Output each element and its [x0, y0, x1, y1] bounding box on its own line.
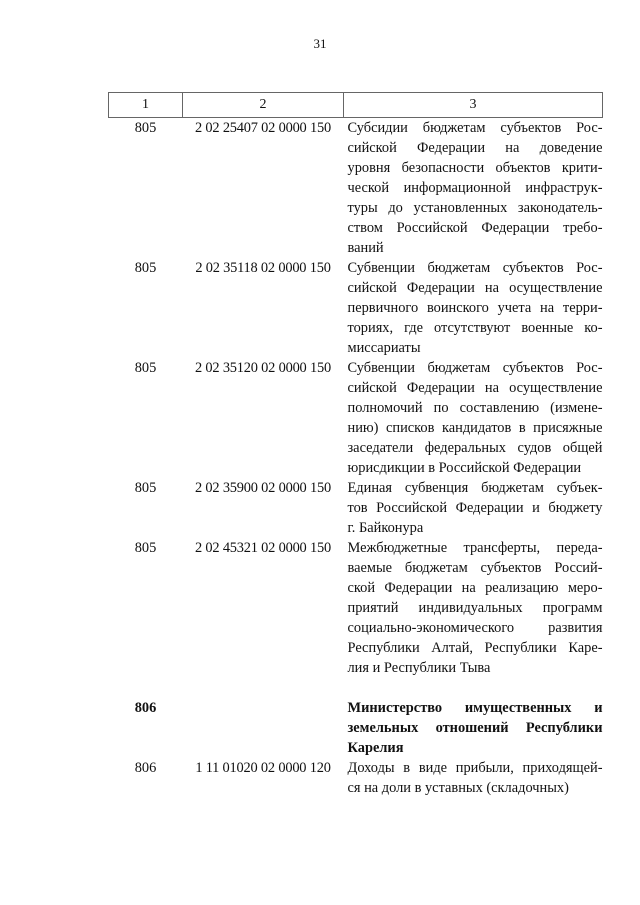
spacer-row [109, 678, 603, 698]
column-header-1: 1 [109, 93, 183, 118]
revenue-description [344, 358, 603, 478]
description-line: ческой информационной инфраструк- [347, 180, 603, 196]
budget-classification-code: 1 11 01020 02 0000 120 [195, 760, 331, 776]
description-line: Карелия [347, 740, 404, 756]
revenue-description [344, 258, 603, 358]
description-line: Доходы в виде прибыли, приходящей- [347, 760, 603, 776]
description-line: ся на доли в уставных (складочных) [347, 780, 569, 796]
table-row [109, 698, 603, 758]
administrator-code: 806 [134, 700, 157, 716]
budget-classification-code: 2 02 35900 02 0000 150 [195, 480, 331, 496]
description-line: юрисдикции в Российской Федерации [347, 460, 582, 476]
description-line: ваний [347, 240, 384, 256]
table-row [109, 118, 603, 259]
table-row [109, 538, 603, 678]
description-line: Субвенции бюджетам субъектов Рос- [347, 260, 603, 276]
description-line: сийской Федерации на осуществление [347, 280, 603, 296]
description-line: ской Федерации на реализацию меро- [347, 580, 603, 596]
revenue-description [344, 758, 603, 798]
column-header-2: 2 [183, 93, 344, 118]
revenue-description [344, 118, 603, 259]
budget-classification-code: 2 02 45321 02 0000 150 [195, 540, 331, 556]
administrator-code: 805 [134, 540, 157, 556]
budget-classification-code [183, 698, 344, 758]
description-line: Республики Алтай, Республики Каре- [347, 640, 603, 656]
description-line: г. Байконура [347, 520, 424, 536]
table-header-row [109, 93, 603, 118]
revenue-description [344, 698, 603, 758]
description-line: заседатели федеральных судов общей [347, 440, 603, 456]
column-header-3: 3 [344, 93, 603, 118]
description-line: полномочий по составлению (измене- [347, 400, 603, 416]
revenue-codes-table [108, 92, 603, 798]
description-line: ваемые бюджетам субъектов Россий- [347, 560, 603, 576]
administrator-code: 805 [134, 120, 157, 136]
administrator-code: 805 [134, 260, 157, 276]
description-line: миссариаты [347, 340, 421, 356]
budget-classification-code: 2 02 25407 02 0000 150 [195, 120, 331, 136]
description-line: Министерство имущественных и [347, 700, 603, 716]
table-row [109, 478, 603, 538]
description-line: сийской Федерации на осуществление [347, 380, 603, 396]
description-line: Единая субвенция бюджетам субъек- [347, 480, 603, 496]
description-line: Субсидии бюджетам субъектов Рос- [347, 120, 603, 136]
description-line: лия и Республики Тыва [347, 660, 491, 676]
description-line: социально-экономического развития [347, 620, 603, 636]
description-line: ториях, где отсутствуют военные ко- [347, 320, 603, 336]
description-line: нию) списков кандидатов в присяжные [347, 420, 603, 436]
table-row [109, 758, 603, 798]
table-body [109, 118, 603, 799]
revenue-description [344, 538, 603, 678]
budget-classification-code: 2 02 35118 02 0000 150 [195, 260, 331, 276]
table-row [109, 258, 603, 358]
description-line: Межбюджетные трансферты, переда- [347, 540, 603, 556]
description-line: первичного воинского учета на терри- [347, 300, 603, 316]
description-line: приятий индивидуальных программ [347, 600, 603, 616]
description-line: тов Российской Федерации и бюджету [347, 500, 603, 516]
table-row [109, 358, 603, 478]
administrator-code: 805 [134, 360, 157, 376]
description-line: Субвенции бюджетам субъектов Рос- [347, 360, 603, 376]
revenue-description [344, 478, 603, 538]
description-line: уровня безопасности объектов крити- [347, 160, 603, 176]
budget-classification-code: 2 02 35120 02 0000 150 [195, 360, 331, 376]
description-line: сийской Федерации на доведение [347, 140, 603, 156]
administrator-code: 805 [134, 480, 157, 496]
description-line: туры до установленных законодатель- [347, 200, 603, 216]
administrator-code: 806 [134, 760, 157, 776]
description-line: ством Российской Федерации требо- [347, 220, 603, 236]
description-line: земельных отношений Республики [347, 720, 603, 736]
page-number: 31 [313, 36, 327, 51]
